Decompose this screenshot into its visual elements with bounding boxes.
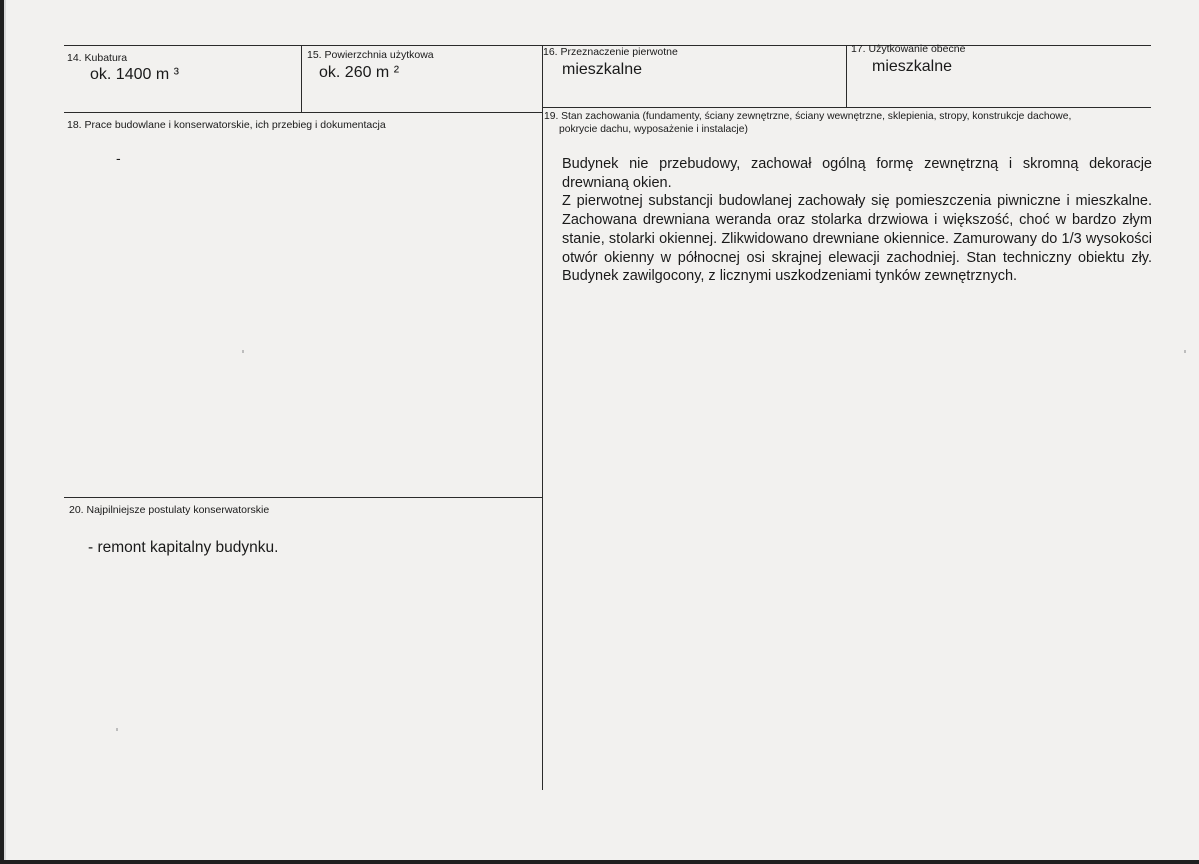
field-17-value: mieszkalne bbox=[872, 58, 953, 75]
scan-speck bbox=[242, 350, 244, 353]
divider-14-15 bbox=[301, 45, 302, 112]
scan-speck bbox=[1184, 350, 1186, 353]
field-19-paragraph-2: Z pierwotnej substancji budowlanej zachowały się pomieszczenia piwniczne i mieszkalne. Zachowana drewniana weranda oraz stolarka drzwiowa i większość, choć w bardzo złym stanie, stolarki okiennej. Zlikwidowano drewniane okiennice. Zamurowany do 1/3 wysokości otwór okienny w północnej osi skrajnej elewacji zachodniej. Stan techniczny obiektu zły. Budynek zawilgocony, z licznymi uszkodzeniami tynków zewnętrznych. bbox=[562, 193, 1152, 285]
field-20-value: - remont kapitalny budynku. bbox=[88, 539, 279, 556]
field-15-value: ok. 260 m ² bbox=[319, 64, 400, 81]
field-17-label: 17. Użytkowanie obecne bbox=[851, 43, 966, 55]
divider-16-17 bbox=[846, 45, 847, 107]
scan-speck bbox=[116, 728, 118, 731]
field-16-value: mieszkalne bbox=[562, 61, 643, 78]
field-19-paragraph-1: Budynek nie przebudowy, zachował ogólną formę zewnętrzną i skromną dekoracje drewnianą okien. bbox=[562, 156, 1152, 191]
field-18-value: - bbox=[116, 150, 121, 166]
field-19-label-line2: pokrycie dachu, wyposażenie i instalacje) bbox=[559, 124, 748, 135]
rule-above-field20 bbox=[64, 497, 542, 498]
field-18-label: 18. Prace budowlane i konserwatorskie, ich przebieg i dokumentacja bbox=[67, 119, 386, 131]
inventory-card-sheet bbox=[4, 0, 1199, 860]
rule-left-under-row1 bbox=[64, 112, 542, 113]
rule-right-under-row1 bbox=[542, 107, 1151, 108]
field-15-label: 15. Powierzchnia użytkowa bbox=[307, 49, 434, 61]
field-20-label: 20. Najpilniejsze postulaty konserwatorskie bbox=[69, 504, 270, 516]
center-divider bbox=[542, 45, 543, 790]
field-19-description bbox=[562, 155, 1152, 286]
field-14-label: 14. Kubatura bbox=[67, 52, 128, 64]
field-19-label-line1: 19. Stan zachowania (fundamenty, ściany zewnętrzne, ściany wewnętrzne, sklepienia, stropy, konstrukcje dachowe, bbox=[544, 111, 1072, 122]
field-14-value: ok. 1400 m ³ bbox=[90, 66, 179, 83]
field-16-label: 16. Przeznaczenie pierwotne bbox=[543, 46, 678, 58]
